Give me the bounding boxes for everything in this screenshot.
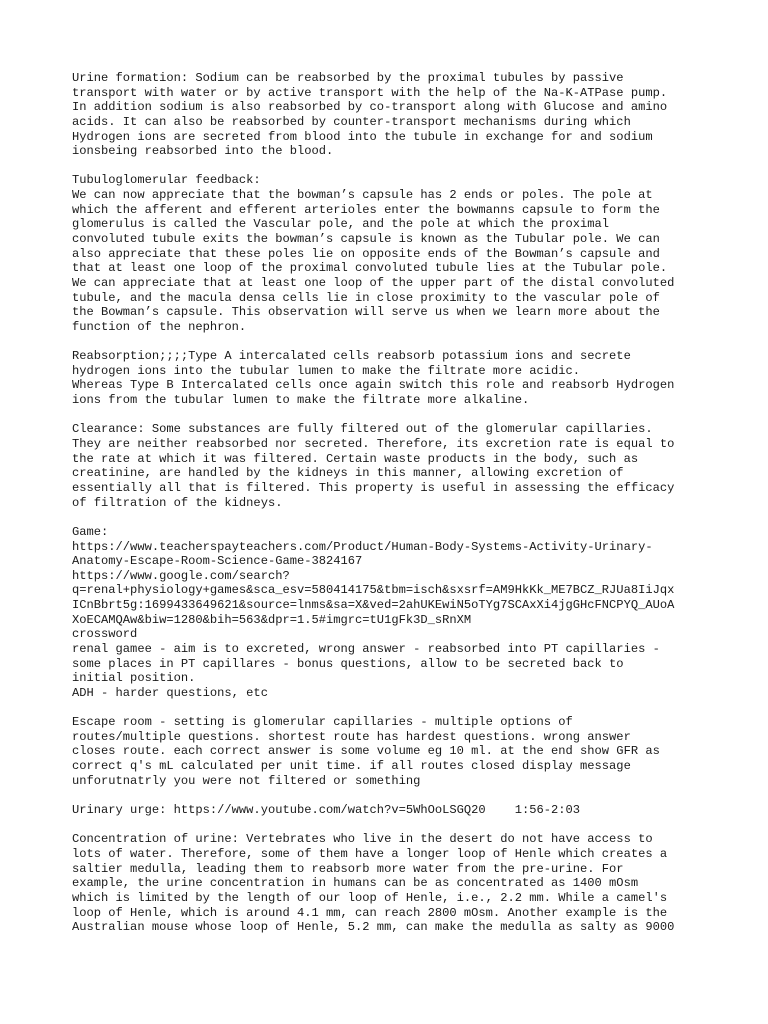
text-line: In addition sodium is also reabsorbed by co-transport along with Glucose and amino xyxy=(72,100,668,115)
text-line: They are neither reabsorbed nor secreted. Therefore, its excretion rate is equal to xyxy=(72,437,675,452)
text-line: Australian mouse whose loop of Henle, 5.2 mm, can make the medulla as salty as 9000 xyxy=(72,920,675,935)
paragraph-urine-formation xyxy=(72,71,702,159)
text-line: function of the nephron. xyxy=(72,319,247,334)
text-line: acids. It can also be reabsorbed by counter-transport mechanisms during which xyxy=(72,114,631,129)
text-line: loop of Henle, which is around 4.1 mm, can reach 2800 mOsm. Another example is the xyxy=(72,905,668,920)
text-line: We can appreciate that at least one loop of the upper part of the distal convoluted xyxy=(72,275,675,290)
text-line: ADH - harder questions, etc xyxy=(72,685,268,700)
paragraph-reabsorption xyxy=(72,349,702,408)
url-line: Anatomy-Escape-Room-Science-Game-3824167 xyxy=(72,554,363,569)
text-line: of filtration of the kidneys. xyxy=(72,495,283,510)
url-line: q=renal+physiology+games&sca_esv=580414175&tbm=isch&sxsrf=AM9HkKk_ME7BCZ_RJUa8IiJqx xyxy=(72,583,675,598)
paragraph-escape-room xyxy=(72,715,702,788)
text-line: Urinary urge: https://www.youtube.com/watch?v=5WhOoLSGQ20 1:56-2:03 xyxy=(72,803,581,818)
text-line: that at least one loop of the proximal convoluted tubule lies at the Tubular pole. xyxy=(72,261,668,276)
text-line: also appreciate that these poles lie on opposite ends of the Bowman’s capsule and xyxy=(72,246,660,261)
text-line: closes route. each correct answer is some volume eg 10 ml. at the end show GFR as xyxy=(72,744,660,759)
paragraph-game xyxy=(72,525,702,701)
text-line: Hydrogen ions are secreted from blood into the tubule in exchange for and sodium xyxy=(72,129,653,144)
text-line: transport with water or by active transport with the help of the Na-K-ATPase pump. xyxy=(72,85,668,100)
text-line: crossword xyxy=(72,627,138,642)
document-page xyxy=(72,71,702,949)
url-line: ICnBbrt5g:1699433649621&source=lnms&sa=X&ved=2ahUKEwiN5oTYg7SCAxXi4jgGHcFNCPYQ_AUoA xyxy=(72,598,675,613)
text-line: some places in PT capillares - bonus questions, allow to be secreted back to xyxy=(72,656,624,671)
text-line: initial position. xyxy=(72,671,196,686)
paragraph-urinary-urge xyxy=(72,803,702,818)
url-line: https://www.google.com/search? xyxy=(72,568,290,583)
text-line: routes/multiple questions. shortest route has hardest questions. wrong answer xyxy=(72,729,631,744)
section-heading: Game: xyxy=(72,524,109,539)
text-line: which is limited by the length of our loop of Henle, i.e., 2.2 mm. While a camel's xyxy=(72,890,668,905)
text-line: ionsbeing reabsorbed into the blood. xyxy=(72,144,334,159)
text-line: glomerulus is called the Vascular pole, and the pole at which the proximal xyxy=(72,217,610,232)
text-line: correct q's mL calculated per unit time. if all routes closed display message xyxy=(72,759,631,774)
url-line: XoECAMQAw&biw=1280&bih=563&dpr=1.5#imgrc=tU1gFk3D_sRnXM xyxy=(72,612,472,627)
url-line: https://www.teacherspayteachers.com/Product/Human-Body-Systems-Activity-Urinary- xyxy=(72,539,653,554)
text-line: lots of water. Therefore, some of them have a longer loop of Henle which creates a xyxy=(72,846,668,861)
text-line: which the afferent and efferent arterioles enter the bowmanns capsule to form the xyxy=(72,202,660,217)
text-line: the Bowman’s capsule. This observation will serve us when we learn more about the xyxy=(72,305,660,320)
text-line: ions from the tubular lumen to make the filtrate more alkaline. xyxy=(72,393,530,408)
text-line: We can now appreciate that the bowman’s capsule has 2 ends or poles. The pole at xyxy=(72,188,653,203)
text-line: Reabsorption;;;;Type A intercalated cells reabsorb potassium ions and secrete xyxy=(72,349,631,364)
text-line: Concentration of urine: Vertebrates who live in the desert do not have access to xyxy=(72,832,653,847)
text-line: saltier medulla, leading them to reabsorb more water from the pre-urine. For xyxy=(72,861,624,876)
paragraph-tubuloglomerular-feedback xyxy=(72,173,702,334)
text-line: renal gamee - aim is to excreted, wrong answer - reabsorbed into PT capillaries - xyxy=(72,641,660,656)
text-line: creatinine, are handled by the kidneys in this manner, allowing excretion of xyxy=(72,466,624,481)
paragraph-concentration-of-urine xyxy=(72,832,702,934)
text-line: Clearance: Some substances are fully filtered out of the glomerular capillaries. xyxy=(72,422,653,437)
section-heading: Tubuloglomerular feedback: xyxy=(72,173,261,188)
text-line: convoluted tubule exits the bowman’s capsule is known as the Tubular pole. We can xyxy=(72,232,660,247)
text-line: the rate at which it was filtered. Certain waste products in the body, such as xyxy=(72,451,639,466)
paragraph-clearance xyxy=(72,422,702,510)
text-line: Whereas Type B Intercalated cells once again switch this role and reabsorb Hydrogen xyxy=(72,378,675,393)
text-line: Escape room - setting is glomerular capillaries - multiple options of xyxy=(72,715,573,730)
text-line: example, the urine concentration in humans can be as concentrated as 1400 mOsm xyxy=(72,876,639,891)
text-line: unforutnatrly you were not filtered or something xyxy=(72,773,421,788)
text-line: hydrogen ions into the tubular lumen to make the filtrate more acidic. xyxy=(72,363,581,378)
text-line: Urine formation: Sodium can be reabsorbed by the proximal tubules by passive xyxy=(72,71,624,85)
text-line: essentially all that is filtered. This property is useful in assessing the efficacy xyxy=(72,480,675,495)
text-line: tubule, and the macula densa cells lie in close proximity to the vascular pole of xyxy=(72,290,660,305)
